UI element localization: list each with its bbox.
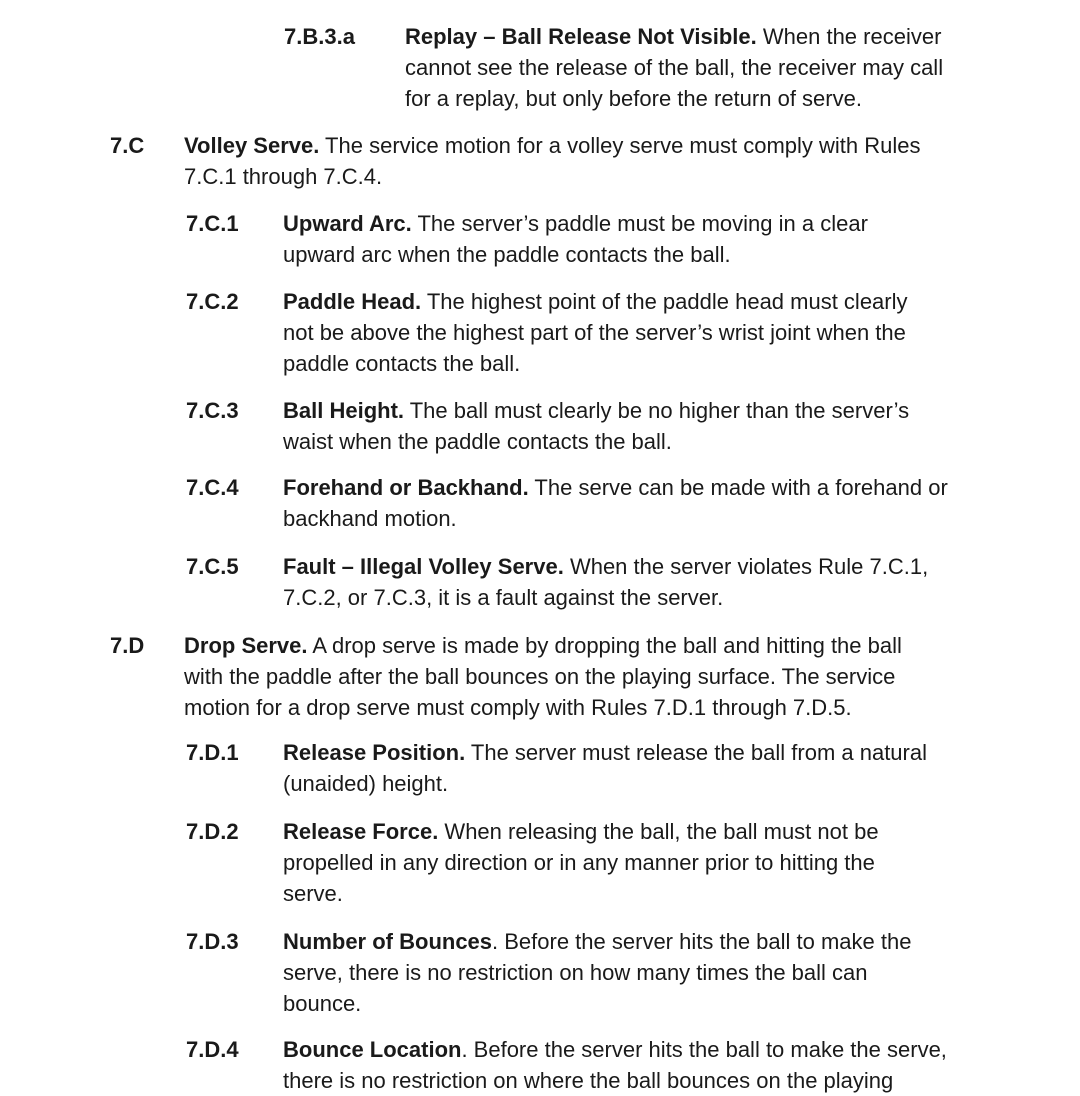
rule-text-first: The service motion for a volley serve must comply with Rules [319,133,921,158]
rule-text-line: cannot see the release of the ball, the receiver may call [405,55,944,80]
rule-body [283,551,928,613]
rule-text-line-cut: there is no restriction on where the ball bounces on the playing [283,1068,894,1093]
rule-number: 7.B.3.a [284,24,355,49]
rule-text-first: . Before the server hits the ball to make the [492,929,912,954]
rule-title: Drop Serve. [184,633,308,658]
rule-number: 7.D.1 [186,740,239,765]
rule-text-first: The server’s paddle must be moving in a clear [411,211,868,236]
rule-text-first: When the server violates Rule 7.C.1, [563,554,929,579]
rule-text-first: . Before the server hits the ball to make the serve, [461,1037,947,1062]
rule-title: Replay – Ball Release Not Visible. [405,24,757,49]
rule-number: 7.D.4 [186,1037,239,1062]
rule-text-line: not be above the highest part of the server’s wrist joint when the [283,320,906,345]
rule-text-first: A drop serve is made by dropping the ball and hitting the ball [307,633,902,658]
rule-text-line: serve. [283,881,343,906]
rule-text-line: bounce. [283,991,362,1016]
rule-number: 7.C.2 [186,289,239,314]
rule-title: Ball Height. [283,398,405,423]
rule-text-line: with the paddle after the ball bounces on the playing surface. The service [184,664,896,689]
rule-text-line: waist when the paddle contacts the ball. [283,429,672,454]
rule-body [184,630,902,723]
rule-text-first: When releasing the ball, the ball must not be [438,819,879,844]
rule-number: 7.D [110,633,145,658]
rule-title: Forehand or Backhand. [283,475,529,500]
rule-text-first: The serve can be made with a forehand or [528,475,948,500]
rule-title: Volley Serve. [184,133,320,158]
rule-text-line: for a replay, but only before the return of serve. [405,86,862,111]
rule-text-line: propelled in any direction or in any manner prior to hitting the [283,850,875,875]
rule-text-line: 7.C.1 through 7.C.4. [184,164,383,189]
rule-number: 7.C.3 [186,398,239,423]
rule-number: 7.C.1 [186,211,239,236]
rule-text-line: serve, there is no restriction on how many times the ball can [283,960,868,985]
rule-body [283,286,908,379]
rule-title: Fault – Illegal Volley Serve. [283,554,564,579]
rule-text-line: motion for a drop serve must comply with Rules 7.D.1 through 7.D.5. [184,695,852,720]
rule-title: Release Position. [283,740,466,765]
rule-text-line: paddle contacts the ball. [283,351,521,376]
rule-body [405,21,943,114]
rule-body [283,1034,947,1093]
rule-text-line: (unaided) height. [283,771,449,796]
rule-text-first: The ball must clearly be no higher than the server’s [404,398,910,423]
rule-body [283,208,868,270]
rule-number: 7.D.3 [186,929,239,954]
rule-title: Release Force. [283,819,439,844]
rule-text-line: backhand motion. [283,506,457,531]
rule-text-line: 7.C.2, or 7.C.3, it is a fault against the server. [283,585,724,610]
rule-title: Bounce Location [283,1037,462,1062]
rule-text-line: upward arc when the paddle contacts the ball. [283,242,731,267]
rule-body [283,472,948,534]
rule-text-first: When the receiver [756,24,942,49]
rule-body [283,926,911,1019]
rule-title: Upward Arc. [283,211,412,236]
rule-body [283,737,927,799]
rule-text-first: The highest point of the paddle head must clearly [421,289,908,314]
rule-number: 7.D.2 [186,819,239,844]
rule-title: Paddle Head. [283,289,422,314]
rule-title: Number of Bounces [283,929,493,954]
rule-number: 7.C.4 [186,475,239,500]
rule-body [283,816,879,909]
rule-body [283,395,909,457]
rule-number: 7.C.5 [186,554,239,579]
rule-text-first: The server must release the ball from a natural [465,740,927,765]
rule-body [184,130,921,192]
rule-number: 7.C [110,133,145,158]
